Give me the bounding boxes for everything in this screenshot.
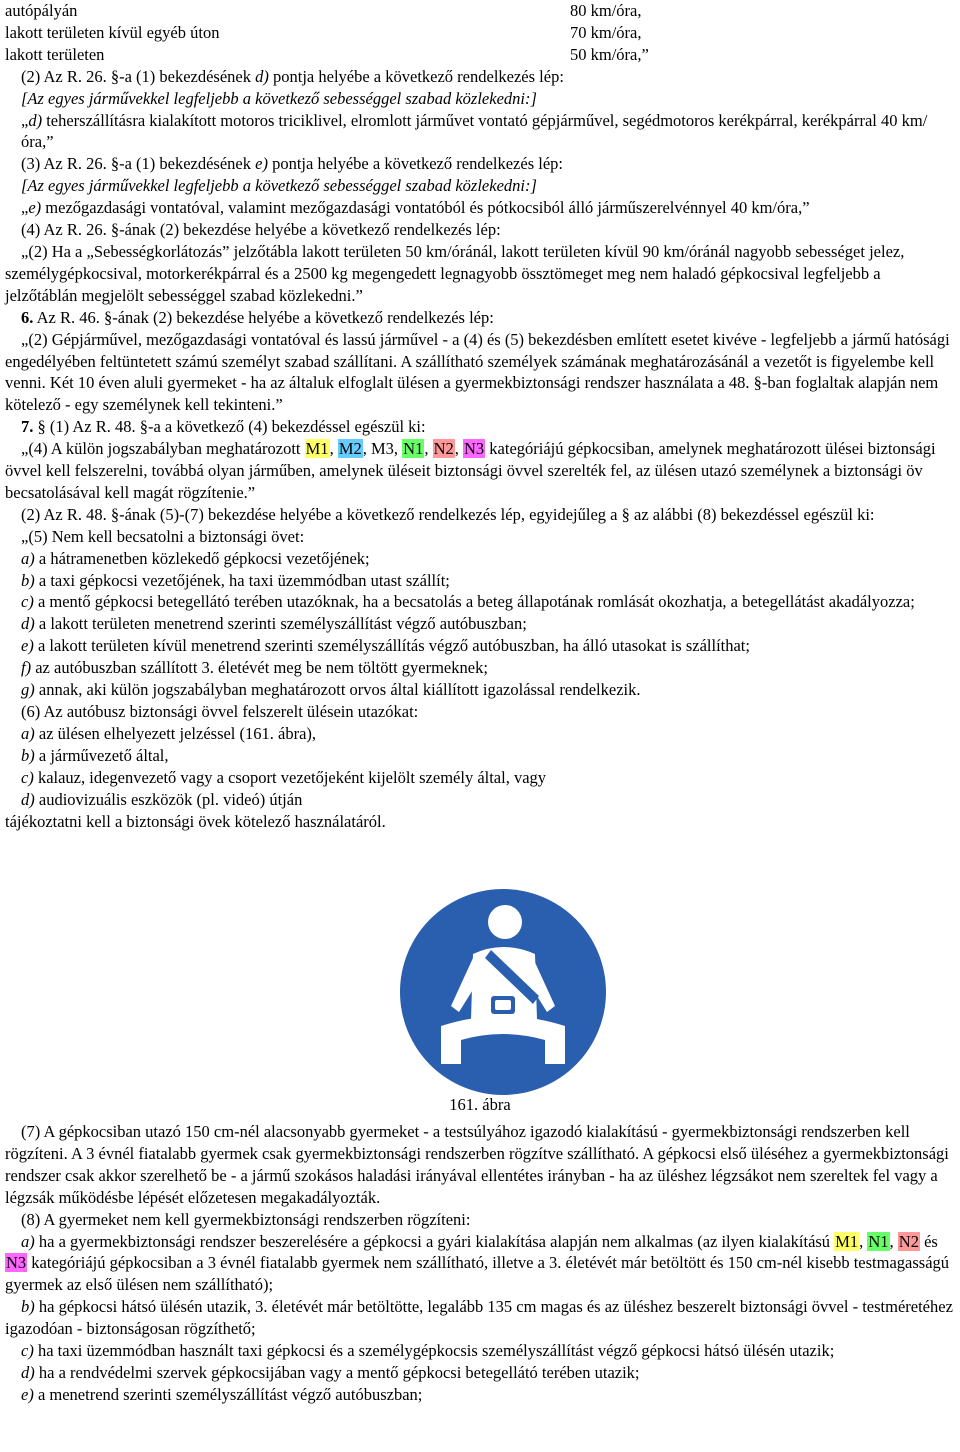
speed-value: 70 km/óra,: [570, 22, 642, 42]
paragraph: (7) A gépkocsiban utazó 150 cm-nél alacsonyabb gyermeket - a testsúlyához igazodó kialakítású - gyermekbiztonsági rendszerben kell rögzíteni. A 3 évnél fiatalabb gyermek csak gyermekbiztonsági rendszerben rögzítve szállítható. A gépkocsi első üléséhez a gyermekbiztonsági rendszer csak akkor szerelhető be - a jármű szokásos haladási irányával ellentétes irányban - ha az üléshez légzsákot nem szereltek fel vagy a légzsák működésbe lépését előzetesen megakadályozták.: [5, 1122, 949, 1207]
amendment-heading: (2) Az R. 26. §-a (1) bekezdésének d) pontja helyébe a következő rendelkezés lép:: [21, 66, 564, 86]
list-item: d) a lakott területen menetrend szerinti személyszállítást végző autóbuszban;: [21, 614, 527, 634]
category-m1: M1: [835, 1231, 859, 1251]
category-m1: M1: [305, 439, 329, 459]
paragraph: tájékoztatni kell a biztonsági övek kötelező használatáról.: [5, 811, 386, 831]
speed-row: [5, 44, 955, 66]
seatbelt-sign-icon: [399, 888, 607, 1096]
category-n2: N2: [898, 1231, 919, 1251]
category-n1: N1: [868, 1231, 889, 1251]
list-item: b) a taxi gépkocsi vezetőjének, ha taxi üzemmódban utast szállít;: [21, 570, 450, 590]
amendment-text: „e) mezőgazdasági vontatóval, valamint mezőgazdasági vontatóból és pótkocsiból álló járműszerelvénnyel 40 km/óra,”: [21, 198, 810, 218]
category-n3: N3: [464, 439, 485, 459]
category-n3: N3: [6, 1253, 27, 1273]
amendment-intro: [Az egyes járművekkel legfeljebb a következő sebességgel szabad közlekedni:]: [21, 176, 537, 196]
list-item: e) a lakott területen kívül menetrend szerinti személyszállítás végző autóbuszban, ha álló utasokat is szállíthat;: [21, 636, 750, 656]
speed-value: 80 km/óra,: [570, 1, 642, 20]
list-item: b) a járművezető által,: [21, 745, 169, 765]
list-item: c) ha taxi üzemmódban használt taxi gépkocsi és a személygépkocsis személyszállítást végző gépkocsi hátsó ülésén utazik;: [21, 1341, 835, 1361]
paragraph: (8) A gyermeket nem kell gyermekbiztonsági rendszerben rögzíteni:: [21, 1209, 471, 1229]
category-n2: N2: [433, 439, 454, 459]
amendment-intro: [Az egyes járművekkel legfeljebb a következő sebességgel szabad közlekedni:]: [21, 88, 537, 108]
post-figure-text: [5, 1121, 955, 1406]
list-item: a) ha a gyermekbiztonsági rendszer beszerelésére a gépkocsi a gyári kialakítása alapján nem alkalmas (az ilyen kialakítású M1, N1, N2 és N3 kategóriájú gépkocsiban a 3 évnél fiatalabb gyermek nem szállítható, illetve a 3. életévét már betöltött és 150 cm-nél kisebb testmagasságú gyermek az első ülésen nem szállítható);: [5, 1231, 950, 1295]
amendment-text: „(2) Ha a „Sebességkorlátozás” jelzőtábla lakott területen 50 km/óránál, lakott területen kívül 90 km/óránál nagyobb sebességet jelez, személygépkocsival, motorkerékpárral és a 2500 kg megengedett legnagyobb össztömeget meg nem haladó gépkocsival legfeljebb a jelzőtáblán megjelölt sebességgel szabad közlekedni.”: [5, 241, 905, 305]
speed-label: lakott területen kívül egyéb úton: [5, 22, 220, 42]
list-item: a) a hátramenetben közlekedő gépkocsi vezetőjének;: [21, 548, 370, 568]
speed-row: [5, 0, 955, 22]
amendment-heading: (4) Az R. 26. §-ának (2) bekezdése helyébe a következő rendelkezés lép:: [21, 220, 501, 240]
amendment-heading: (3) Az R. 26. §-a (1) bekezdésének e) pontja helyébe a következő rendelkezés lép:: [21, 154, 563, 174]
list-item: d) ha a rendvédelmi szervek gépkocsijában vagy a mentő gépkocsi betegellátó terében utazik;: [21, 1362, 640, 1382]
speed-value: 50 km/óra,”: [570, 44, 649, 64]
head-shape: [488, 905, 522, 939]
amendment-text: „(4) A külön jogszabályban meghatározott M1, M2, M3, N1, N2, N3 kategóriájú gépkocsiban, amelynek meghatározott ülései biztonsági övvel kell felszerelni, továbbá olyan járműben, amelynek üléseit biztonsági övvel szerelték fel, az ülésen utazó személynek a biztonsági öv becsatolásával kell magát rögzítenie.”: [5, 439, 936, 502]
amendment-text: „(2) Gépjárművel, mezőgazdasági vontatóval és lassú járművel - a (4) és (5) bekezdésben említett esetet kivéve - legfeljebb a jármű hatósági engedélyében feltüntetett számú személyt szabad szállítani. A szállítható személyek számának meghatározásánál a vezetőt is figyelembe kell venni. Két 10 éven aluli gyermeket - ha az általuk elfoglalt ülésen a gyermekbiztonsági rendszer használata a 48. §-ban foglaltak alapján nem kötelező - egy személynek kell tekinteni.”: [5, 329, 950, 415]
amendment-text: „d) teherszállításra kialakított motoros triciklivel, elromlott járművet vontató gépjárművel, segédmotoros kerékpárral, kerékpárral 40 km/óra,”: [21, 110, 928, 152]
speed-label: autópályán: [5, 1, 78, 20]
paragraph: (6) Az autóbusz biztonsági övvel felszerelt ülésein utazókat:: [21, 702, 419, 721]
speed-label: lakott területen: [5, 44, 105, 64]
amendment-heading: (2) Az R. 48. §-ának (5)-(7) bekezdése helyébe a következő rendelkezés lép, egyidejűleg a § az alábbi (8) bekezdéssel egészül ki:: [21, 504, 875, 524]
figure-caption: 161. ábra: [449, 1095, 511, 1114]
category-m2: M2: [338, 439, 362, 459]
list-item: d) audiovizuális eszközök (pl. videó) útján: [21, 789, 303, 809]
list-item: f) az autóbuszban szállított 3. életévét meg be nem töltött gyermeknek;: [21, 658, 488, 678]
list-item: b) ha gépkocsi hátsó ülésén utazik, 3. életévét már betöltötte, legalább 135 cm magas és az üléshez beszerelt biztonsági övvel - testméretéhez igazodóan - biztonságosan rögzíthető;: [5, 1297, 953, 1339]
list-item: c) a mentő gépkocsi betegellátó terében utazóknak, ha a becsatolás a beteg állapotának romlását okozhatja, a betegellátást akadályozza;: [21, 592, 915, 612]
section-heading: 7. § (1) Az R. 48. §-a a következő (4) bekezdéssel egészül ki:: [21, 417, 426, 437]
paragraph: „(5) Nem kell becsatolni a biztonsági övet:: [21, 526, 305, 546]
list-item: a) az ülésen elhelyezett jelzéssel (161. ábra),: [21, 723, 317, 743]
list-item: c) kalauz, idegenvezető vagy a csoport vezetőjeként kijelölt személy által, vagy: [21, 767, 547, 787]
category-n1: N1: [403, 439, 424, 459]
list-item: e) a menetrend szerinti személyszállítást végző autóbuszban;: [21, 1384, 423, 1404]
speed-row: [5, 22, 955, 44]
section-heading: 6. Az R. 46. §-ának (2) bekezdése helyébe a következő rendelkezés lép:: [21, 307, 494, 327]
document-page: [5, 0, 955, 1404]
list-item: g) annak, aki külön jogszabályban meghatározott orvos által kiállított igazolással rendelkezik.: [21, 680, 641, 700]
